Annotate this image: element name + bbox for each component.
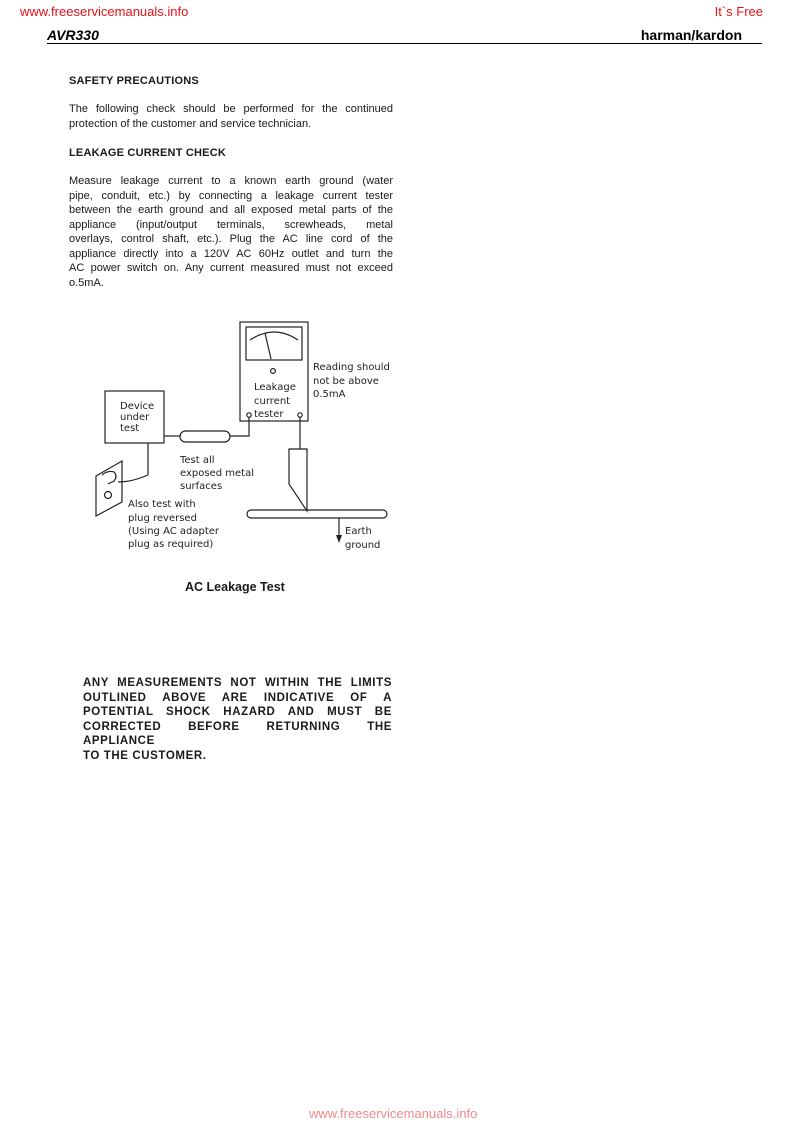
paragraph-line: The following check should be performed for the continued [69,103,393,115]
reversed-label-line: (Using AC adapter [128,526,220,537]
safety-paragraph [69,102,393,131]
header-brand: harman/kardon [640,27,742,43]
header-rule [47,43,762,44]
earth-bar [247,510,387,518]
diagram-caption: AC Leakage Test [185,580,285,594]
reversed-label-line: plug as required) [128,539,214,550]
earth-label-line: Earth [345,526,372,537]
paragraph-line: between the earth ground and all exposed metal parts of the [69,204,393,216]
device-label-line: test [120,423,140,434]
meter-scale [250,332,298,340]
paragraph-line: AC power switch on. Any current measured must not exceed [69,262,393,274]
paragraph-line: protection of the customer and service technician. [69,117,312,130]
device-label-line: under [120,412,150,423]
earth-label-line: ground [345,540,381,551]
section-title-leakage: LEAKAGE CURRENT CHECK [69,147,226,159]
leakage-paragraph [69,174,393,290]
paragraph-line: Measure leakage current to a known earth ground (water [69,175,393,187]
reading-label-line: 0.5mA [313,389,346,400]
warning-line: ANY MEASUREMENTS NOT WITHIN THE LIMITS [83,677,392,689]
test-metal-label-line: surfaces [180,481,223,492]
ac-outlet [96,461,122,516]
tester-terminal-right [298,413,302,417]
paragraph-line: appliance directly into a 120V AC 60Hz outlet and turn the [69,247,393,260]
probe [180,431,230,442]
reading-label-line: not be above [313,376,379,387]
tester-terminal-left [247,413,251,417]
paragraph-line: overlays, control shaft, etc.). Plug the AC line cord of the [69,233,393,245]
watermark-top-right: It`s Free [714,4,763,19]
ground-arrow-icon [336,535,342,543]
paragraph-line: o.5mA. [69,276,104,289]
reading-label-line: Reading should [313,362,390,373]
warning-line: CORRECTED BEFORE RETURNING THE APPLIANCE [83,720,392,748]
warning-line: OUTLINED ABOVE ARE INDICATIVE OF A [83,691,392,704]
test-metal-label-line: Test all [180,455,215,466]
ac-leakage-diagram [60,315,400,565]
meter-needle [265,333,271,359]
ground-clamp [289,449,307,511]
paragraph-line: appliance (input/output terminals, screwheads, metal [69,218,393,231]
warning-block [83,676,392,764]
paragraph-line: pipe, conduit, etc.) by connecting a leakage current tester [69,189,393,202]
tester-label-line: tester [254,409,284,420]
header-model: AVR330 [47,27,99,43]
watermark-bottom: www.freeservicemanuals.info [309,1106,478,1121]
outlet-socket-icon [105,492,112,499]
reversed-label-line: plug reversed [128,513,197,524]
tester-label-line: Leakage [254,382,296,393]
reversed-label-line: Also test with [128,499,196,510]
watermark-top-left: www.freeservicemanuals.info [20,4,189,19]
section-title-safety: SAFETY PRECAUTIONS [69,75,199,87]
tester-label-line: current [254,396,291,407]
plug-icon [102,471,116,484]
test-metal-label-line: exposed metal [180,468,254,479]
warning-line: TO THE CUSTOMER. [83,749,207,762]
meter-knob [271,369,276,374]
device-label-line: Device [120,401,155,412]
warning-line: POTENTIAL SHOCK HAZARD AND MUST BE [83,706,392,719]
